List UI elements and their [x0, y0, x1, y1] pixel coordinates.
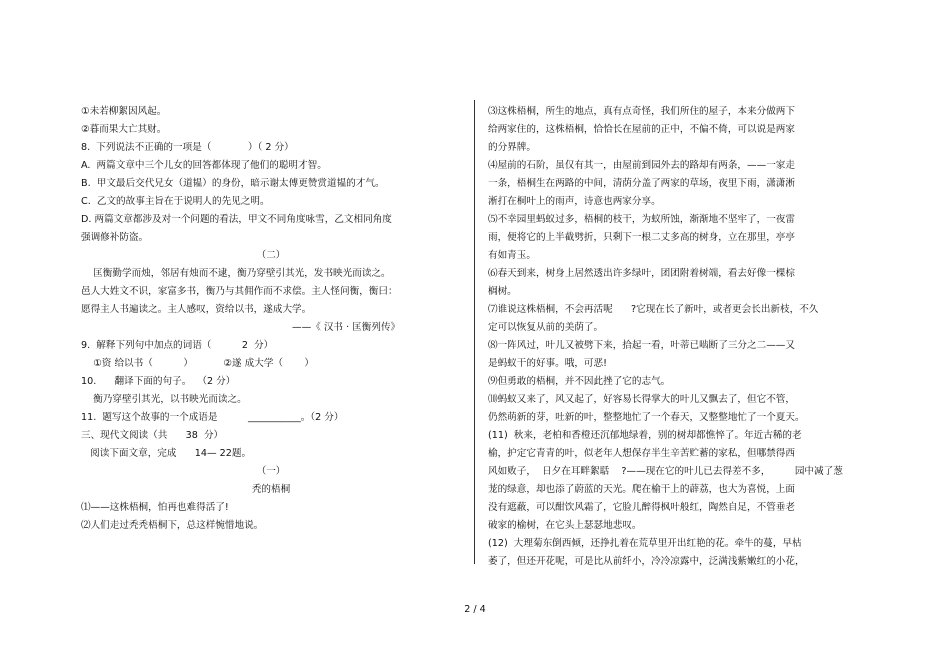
passage-line: 匡衡勤学而烛，邻居有烛而不逮，衡乃穿壁引其光，发书映光而读之。 [81, 268, 391, 279]
paragraph-line: ⑹春天到来，树身上居然透出许多绿叶，团团附着树端，看去好像一棵棕 [488, 268, 795, 279]
paragraph-line: 榆，护定它青青的叶，似老年人想保存半生辛苦贮蓄的家私，但哪禁得西 [488, 448, 795, 459]
paragraph-line: 淅打在桐叶上的雨声，诗意也两家分享。 [488, 196, 661, 207]
paragraph-line: 破家的榆树，在它头上瑟瑟地悲叹。 [488, 520, 642, 531]
paragraph-line: 定可以恢复从前的美荫了。 [488, 322, 604, 333]
paragraph-line: 雨，便将它的上半截劈折，只剩下一根二丈多高的树身，立在那里，亭亭 [488, 232, 795, 243]
option-d-cont: 强调修补防盗。 [81, 232, 149, 243]
question-10: 10. 翻译下面的句子。 （2 分） [81, 376, 236, 387]
paragraph-line: ⑻一阵风过，叶儿又被劈下来，拾起一看，叶蒂已啮断了三分之二——又 [488, 340, 795, 351]
subsection-heading: （一） [256, 466, 286, 477]
paragraph-line: 茏的绿意，却也添了蔚蓝的天光。爬在榆干上的薜荔，也大为喜悦，上面 [488, 484, 795, 495]
paragraph-line: (12) 大理菊东倒西倾，还挣扎着在荒草里开出红艳的花。牵牛的蔓，早枯 [488, 538, 802, 549]
passage-line: 邑人大姓文不识，家富多书，衡乃与其佣作而不求偿。主人怪问衡，衡曰： [81, 286, 398, 297]
paragraph-line: 风如败子， 日夕在耳畔絮聒 ?——现在它的叶儿已去得差不多， 园中减了葱 [488, 466, 843, 477]
paragraph-line: 是蚂蚁干的好事。哦，可恶! [488, 358, 607, 369]
paragraph-line: (11) 秋来，老柏和香橙还沉郁地绿着，别的树却都憔悴了。年近古稀的老 [488, 430, 802, 441]
paragraph-line: 给两家住的，这株梧桐，恰恰长在屋前的正中，不偏不倚，可以说是两家 [488, 124, 795, 135]
paragraph-line: ⑽蚂蚁又来了，风又起了，好容易长得掌大的叶儿又飘去了，但它不管， [488, 394, 795, 405]
column-divider [474, 100, 475, 564]
question-9: 9. 解释下列句中加点的词语（ 2 分） [81, 340, 274, 351]
text-line: ②暮而果大亡其财。 [81, 124, 167, 135]
paragraph-line: ⑸不幸园里蚂蚁过多，梧桐的枝干，为蚁所蚀，渐渐地不坚牢了，一夜雷 [488, 214, 795, 225]
paragraph-1: ⑴——这株梧桐，怕再也难得活了! [81, 502, 229, 513]
question-11: 11. 题写这个故事的一个成语是 ___________。（2 分） [81, 412, 344, 423]
question-8: 8. 下列说法不正确的一项是（ ）（ 2 分） [81, 142, 294, 153]
option-d: D. 两篇文章都涉及对一个问题的看法，甲文不同角度咏雪，乙文相同角度 [81, 214, 392, 225]
paragraph-line: 萎了，但还开花呢，可是比从前纤小，冷冷凉露中，泛满浅紫嫩红的小花， [488, 556, 805, 567]
page-number: 2 / 4 [464, 604, 486, 615]
paragraph-line: 没有遮蔽，可以酣饮风霜了，它脸儿醉得枫叶般红，陶然自足，不管垂老 [488, 502, 795, 513]
question-10-sentence: 衡乃穿壁引其光，以书映光而读之。 [81, 394, 247, 405]
paragraph-line: 仍然萌新的芽，吐新的叶，整整地忙了一个春天，又整整地忙了一个夏天。 [488, 412, 805, 423]
paragraph-line: ⑶这株梧桐，所生的地点，真有点奇怪，我们所住的屋子，本来分做两下 [488, 106, 795, 117]
article-title: 秃的梧桐 [251, 484, 291, 495]
text-line: ①未若柳絮因风起。 [81, 106, 167, 117]
paragraph-line: 有如青玉。 [488, 250, 536, 261]
paragraph-line: ⑺谁说这株梧桐，不会再活呢 ?它现在长了新叶，或者更会长出新枝，不久 [488, 304, 819, 315]
paragraph-line: ⑷屋前的石阶，虽仅有其一，由屋前到园外去的路却有两条，——一家走 [488, 160, 795, 171]
paragraph-2: ⑵人们走过秃秃梧桐下，总这样惋惜地说。 [81, 520, 264, 531]
paragraph-line: 榈树。 [488, 286, 517, 297]
passage-line: 愿得主人书遍读之。主人感叹，资给以书，遂成大学。 [81, 304, 312, 315]
section-heading: （二） [256, 250, 286, 261]
paragraph-line: 的分界牌。 [488, 142, 536, 153]
section-three-heading: 三、现代文阅读（共 38 分） [81, 430, 224, 441]
paragraph-line: ⑼但勇敢的梧桐，并不因此挫了它的志气。 [488, 376, 671, 387]
option-b: B. 甲文最后交代兄女（道韫）的身份，暗示谢太傅更赞赏道韫的才气。 [81, 178, 385, 189]
question-9-items: ①资 给以书（ ） ②遂 成大学（ ） [81, 358, 314, 369]
instructions: 阅读下面文章，完成 14— 22题。 [81, 448, 252, 459]
option-a: A. 两篇文章中三个儿女的回答都体现了他们的聪明才智。 [81, 160, 327, 171]
option-c: C. 乙文的故事主旨在于说明人的先见之明。 [81, 196, 270, 207]
passage-source: ——《 汉书 · 匡衡列传》 [292, 322, 401, 333]
paragraph-line: 一条，梧桐生在两路的中间，清荫分盖了两家的草场，夜里下雨，潇潇淅 [488, 178, 795, 189]
